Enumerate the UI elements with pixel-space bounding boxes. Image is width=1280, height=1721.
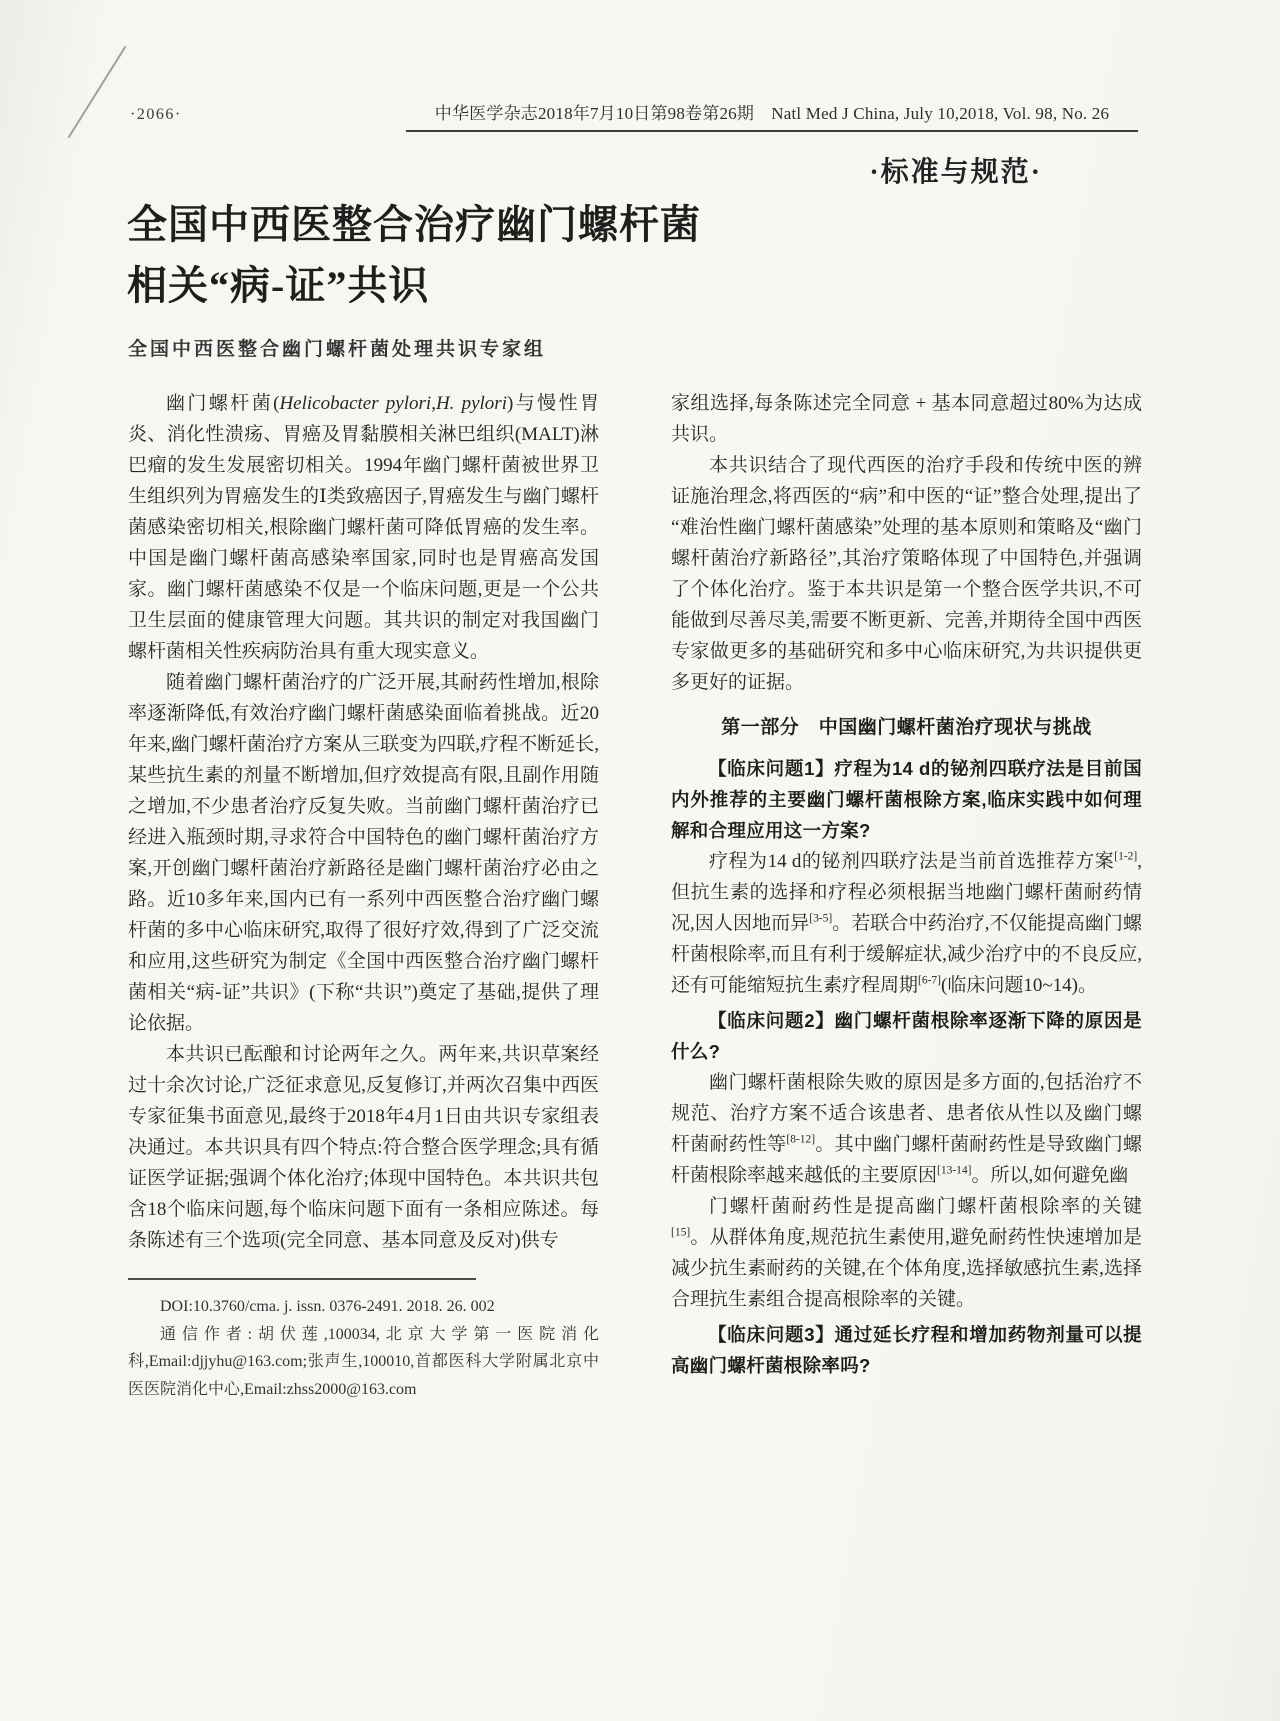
paragraph-intro: 幽门螺杆菌(Helicobacter pylori,H. pylori)与慢性胃炎、消化性溃疡、胃癌及胃黏膜相关淋巴组织(MALT)淋巴瘤的发生发展密切相关。1994年幽门螺杆菌被世界卫生组织列为胃癌发生的Ⅰ类致癌因子,胃癌发生与幽门螺杆菌感染密切相关,根除幽门螺杆菌可降低胃癌的发生率。中国是幽门螺杆菌高感染率国家,同时也是胃癌高发国家。幽门螺杆菌感染不仅是一个临床问题,更是一个公共卫生层面的健康管理大问题。其共识的制定对我国幽门螺杆菌相关性疾病防治具有重大现实意义。 xyxy=(128,393,600,662)
scan-artifact-line xyxy=(68,46,127,139)
paragraph-integration-concept: 本共识结合了现代西医的治疗手段和传统中医的辨证施治理念,将西医的“病”和中医的“证”整合处理,提出了“难治性幽门螺杆菌感染”处理的基本原则和策略及“幽门螺杆菌治疗新路径”,其治疗策略体现了中国特色,并强调了个体化治疗。鉴于本共识是第一个整合医学共识,不可能做到尽善尽美,需要不断更新、完善,并期待全国中西医专家做更多的基础研究和多中心临床研究,为共识提供更多更好的证据。 xyxy=(671,455,1142,693)
paragraph-consensus-continuation: 家组选择,每条陈述完全同意 + 基本同意超过80%为达成共识。 xyxy=(671,393,1142,445)
right-column xyxy=(671,388,1142,1403)
answer-2-continued: 门螺杆菌耐药性是提高幽门螺杆菌根除率的关键[15]。从群体角度,规范抗生素使用,避免耐药性快速增加是减少抗生素耐药的关键,在个体角度,选择敏感抗生素,选择合理抗生素组合提高根除率的关键。 xyxy=(671,1196,1142,1310)
footnote-divider xyxy=(128,1278,476,1280)
answer-2: 幽门螺杆菌根除失败的原因是多方面的,包括治疗不规范、治疗方案不适合该患者、患者依从性以及幽门螺杆菌耐药性等[8-12]。其中幽门螺杆菌耐药性是导致幽门螺杆菌根除率越来越低的主要原因[13-14]。所以,如何避免幽 xyxy=(671,1072,1142,1186)
answer-1: 疗程为14 d的铋剂四联疗法是当前首选推荐方案[1-2],但抗生素的选择和疗程必须根据当地幽门螺杆菌耐药情况,因人因地而异[3-5]。若联合中药治疗,不仅能提高幽门螺杆菌根除率,而且有利于缓解症状,减少治疗中的不良反应,还有可能缩短抗生素疗程周期[6-7](临床问题10~14)。 xyxy=(671,850,1142,996)
article-title-line2: 相关“病-证”共识 xyxy=(127,263,430,308)
clinical-question-1: 【临床问题1】疗程为14 d的铋剂四联疗法是目前国内外推荐的主要幽门螺杆菌根除方案,临床实践中如何理解和合理应用这一方案? xyxy=(671,758,1142,841)
part1-heading: 第一部分 中国幽门螺杆菌治疗现状与挑战 xyxy=(721,717,1092,738)
doi-line: DOI:10.3760/cma. j. issn. 0376-2491. 2018. 26. 002 xyxy=(160,1298,495,1315)
journal-citation: 中华医学杂志2018年7月10日第98卷第26期 Natl Med J China, July 10,2018, Vol. 98, No. 26 xyxy=(406,99,1138,132)
correspondence-note: 通信作者:胡伏莲,100034,北京大学第一医院消化科,Email:djjyhu@163.com;张声生,100010,首都医科大学附属北京中医医院消化中心,Email:zhss2000@163.com xyxy=(128,1325,599,1398)
body-columns xyxy=(128,388,1142,1403)
paragraph-treatment-history: 随着幽门螺杆菌治疗的广泛开展,其耐药性增加,根除率逐渐降低,有效治疗幽门螺杆菌感染面临着挑战。近20年来,幽门螺杆菌治疗方案从三联变为四联,疗程不断延长,某些抗生素的剂量不断增加,但疗效提高有限,且副作用随之增加,不少患者治疗反复失败。当前幽门螺杆菌治疗已经进入瓶颈时期,寻求符合中国特色的幽门螺杆菌治疗方案,开创幽门螺杆菌治疗新路径是幽门螺杆菌治疗必由之路。近10多年来,国内已有一系列中西医整合治疗幽门螺杆菌的多中心临床研究,取得了很好疗效,得到了广泛交流和应用,这些研究为制定《全国中西医整合治疗幽门螺杆菌相关“病-证”共识》(下称“共识”)奠定了基础,提供了理论依据。 xyxy=(128,672,599,1034)
left-column xyxy=(128,388,599,1403)
clinical-question-3: 【临床问题3】通过延长疗程和增加药物剂量可以提高幽门螺杆菌根除率吗? xyxy=(671,1324,1142,1376)
clinical-question-2: 【临床问题2】幽门螺杆菌根除率逐渐下降的原因是什么? xyxy=(671,1010,1142,1062)
footnote xyxy=(128,1293,599,1403)
article-title-line1: 全国中西医整合治疗幽门螺杆菌 xyxy=(127,202,701,247)
section-tag: ·标准与规范· xyxy=(869,157,1042,188)
page-number: ·2066· xyxy=(130,106,182,123)
article-title xyxy=(127,194,701,316)
article-author-group: 全国中西医整合幽门螺杆菌处理共识专家组 xyxy=(128,339,547,360)
paragraph-consensus-process: 本共识已酝酿和讨论两年之久。两年来,共识草案经过十余次讨论,广泛征求意见,反复修订,并两次召集中西医专家征集书面意见,最终于2018年4月1日由共识专家组表决通过。本共识具有四个特点:符合整合医学理念;具有循证医学证据;强调个体化治疗;体现中国特色。本共识共包含18个临床问题,每个临床问题下面有一条相应陈述。每条陈述有三个选项(完全同意、基本同意及反对)供专 xyxy=(128,1044,599,1251)
